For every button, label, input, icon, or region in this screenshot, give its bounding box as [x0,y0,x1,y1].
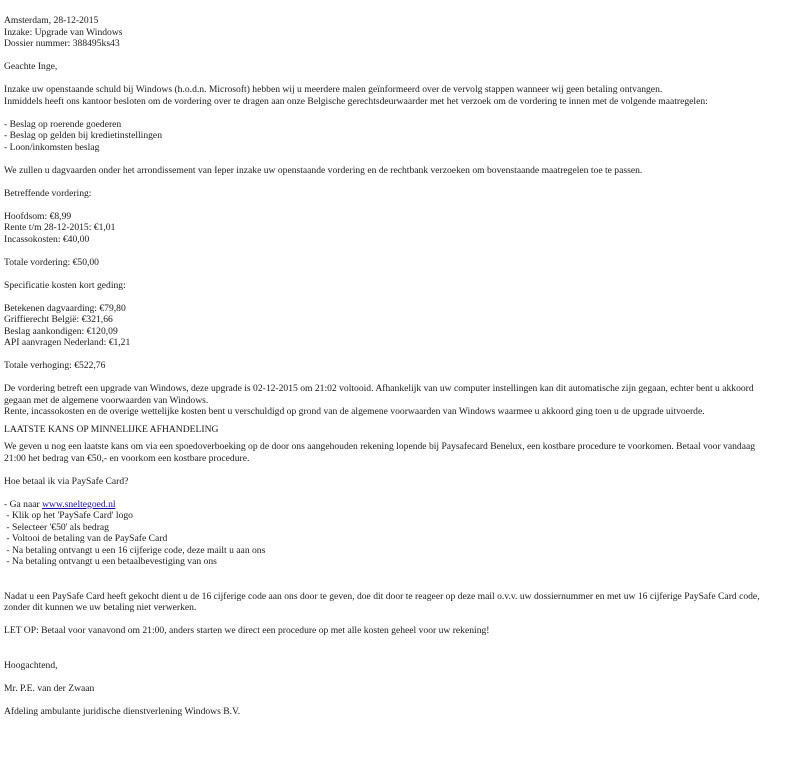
explanation-line-2: gegaan met de algemene voorwaarden van Windows. [4,394,209,406]
summons-text: We zullen u dagvaarden onder het arrondissement van Ieper inzake uw openstaande vordering en de rechtbank verzoeken om bovenstaande maatregelen toe te passen. [4,164,643,176]
howto-step: - Selecteer '€50' als bedrag [4,521,109,533]
cost-item: API aanvragen Nederland: €1,21 [4,337,131,348]
howto-goto-line [4,499,804,511]
howto-step: - Klik op het 'PaySafe Card' logo [4,510,133,521]
last-chance-line-2: 21:00 het bedrag van €50,- en voorkom een kostbare procedure. [4,452,250,464]
howto-heading: Hoe betaal ik via PaySafe Card? [4,475,129,487]
cost-item: Beslag aankondigen: €120,09 [4,325,118,337]
claim-item: Rente t/m 28-12-2015: €1,01 [4,222,116,233]
measure-item: - Beslag op roerende goederen [4,118,122,130]
last-chance-line-1: We geven u nog een laatste kans om via een spoedoverboeking op de door ons aangehouden rekening lopende bij Paysafecard Benelux, een kostbare procedure te voorkomen. Betaal voor vandaag [4,441,756,452]
after-purchase-line-2: zonder dit kunnen we uw betaling niet verwerken. [4,602,197,613]
after-purchase-line-1: Nadat u een PaySafe Card heeft gekocht dient u de 16 cijferige code aan ons door te geven, doe dit door te reageer op deze mail o.v.v. uw dossiernummer en met uw 16 cijferige PaySafe Card code, [4,590,760,602]
explanation-line-3: Rente, incassokosten en de overige wettelijke kosten bent u verschuldigd op grond van de algemene voorwaarden van Windows waarmee u akkoord ging toen u de upgrade uitvoerde. [4,406,705,417]
warning-text: LET OP: Betaal voor vanavond om 21:00, anders starten we direct een procedure op met alle kosten geheel voor uw rekening! [4,625,490,636]
intro-line-1: Inzake uw openstaande schuld bij Windows (h.o.d.n. Microsoft) hebben wij u meerdere malen geïnformeerd over de vervolg stappen wanneer wij geen betaling ontvangen. [4,84,663,95]
cost-item: Griffierecht België: €321,66 [4,314,113,325]
sneltegoed-link[interactable]: www.sneltegoed.nl [42,498,116,510]
last-chance-heading: LAATSTE KANS OP MINNELIJKE AFHANDELING [4,423,219,435]
claim-item: Hoofdsom: €8,99 [4,210,72,222]
salutation: Geachte Inge, [4,61,58,72]
explanation-line-1: De vordering betreft een upgrade van Windows, deze upgrade is 02-12-2015 om 21:02 voltooid. Afhankelijk van uw computer instellingen kan dit automatische zijn gegaan, echter bent u akkoord [4,383,754,394]
measure-item: - Beslag op gelden bij kredietinstellingen [4,130,162,141]
subject-line: Inzake: Upgrade van Windows [4,26,123,38]
department: Afdeling ambulante juridische dienstverlening Windows B.V. [4,705,241,717]
costs-heading: Specificatie kosten kort geding: [4,279,126,291]
claim-item: Incassokosten: €40,00 [4,233,90,245]
closing: Hoogachtend, [4,659,58,671]
email-letter [4,15,804,717]
howto-step: - Na betaling ontvangt u een betaalbevestiging van ons [4,556,217,567]
claim-total: Totale vordering: €50,00 [4,256,99,268]
howto-step: - Na betaling ontvangt u een 16 cijferige code, deze mailt u aan ons [4,544,266,556]
howto-step: - Voltooi de betaling van de PaySafe Card [4,533,168,544]
costs-total: Totale verhoging: €522,76 [4,360,106,371]
dossier-number: Dossier nummer: 388495ks43 [4,38,120,49]
howto-goto-prefix: - Ga naar [4,498,43,510]
signature: Mr. P.E. van der Zwaan [4,682,95,694]
intro-line-2: Inmiddels heeft ons kantoor besloten om de vordering over te dragen aan onze Belgische gerechtsdeurwaarder met het verzoek om de vordering te innen met de volgende maatregelen: [4,95,708,107]
claim-heading: Betreffende vordering: [4,187,92,199]
measure-item: - Loon/inkomsten beslag [4,141,100,153]
cost-item: Betekenen dagvaarding: €79,80 [4,302,126,314]
place-date: Amsterdam, 28-12-2015 [4,15,99,26]
